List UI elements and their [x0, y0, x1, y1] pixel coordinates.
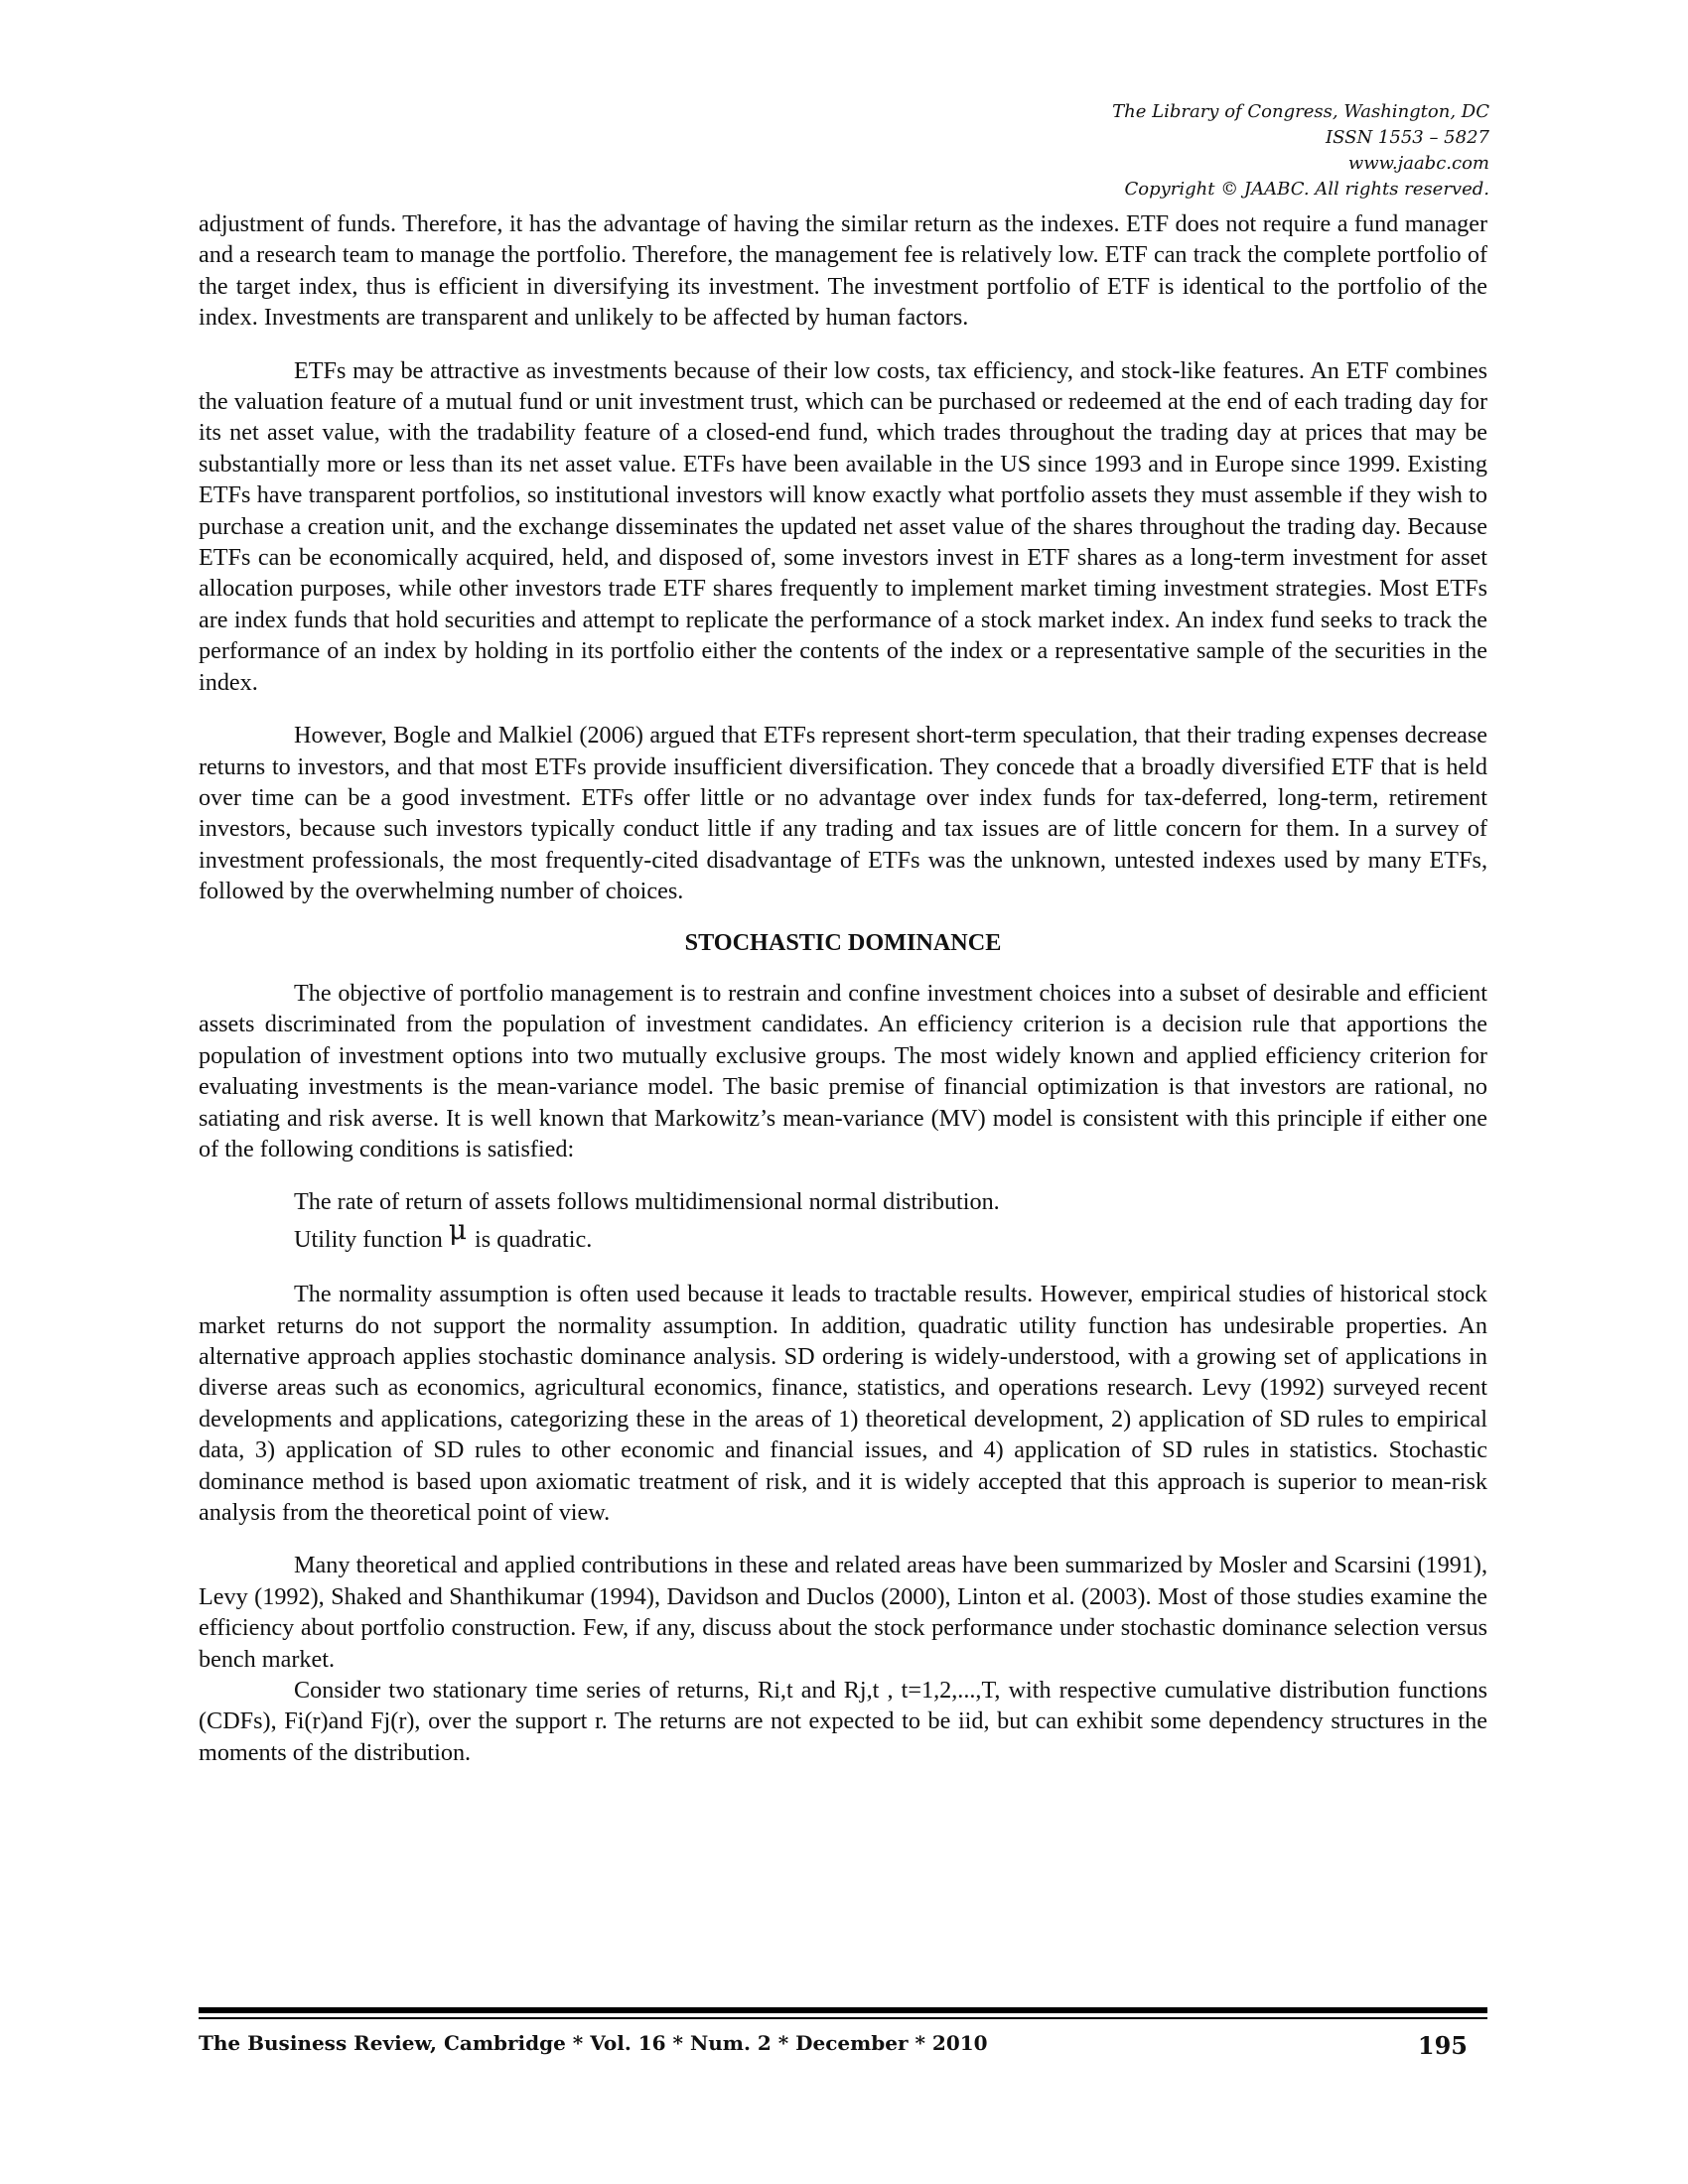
header-library-line: The Library of Congress, Washington, DC — [1112, 101, 1489, 122]
mu-symbol: μ — [448, 1212, 468, 1246]
paragraph-bogle-malkiel: However, Bogle and Malkiel (2006) argued that ETFs represent short-term speculation, that their trading expenses decrease returns to investors, and that most ETFs provide insufficient diversification. They concede that a broadly diversified ETF that is held over time can be a good investment. ETFs offer little or no advantage over index funds for tax-deferred, long-term, retirement investors, because such investors typically conduct little if any trading and tax issues are of little concern for them. In a survey of investment professionals, the most frequently-cited disadvantage of ETFs was the unknown, untested indexes used by many ETFs, followed by the overwhelming number of choices. — [199, 722, 1487, 905]
condition-quadratic-post: is quadratic. — [475, 1225, 593, 1253]
journal-footer — [199, 2031, 1468, 2060]
header-website-line: www.jaabc.com — [1347, 153, 1489, 174]
footer-rule-thin — [199, 2017, 1487, 2019]
header-copyright-line: Copyright © JAABC. All rights reserved. — [1124, 179, 1489, 200]
condition-quadratic-utility — [294, 1212, 1487, 1255]
footer-journal-info: The Business Review, Cambridge * Vol. 16 * Num. 2 * December * 2010 — [199, 2031, 988, 2055]
journal-header — [1112, 99, 1489, 203]
paragraph-contributions: Many theoretical and applied contributions in these and related areas have been summarized by Mosler and Scarsini (1991), Levy (1992), Shaked and Shanthikumar (1994), Davidson and Duclos (2000), Linton et al. (2003). Most of those studies examine the efficiency about portfolio construction. Few, if any, discuss about the stock performance under stochastic dominance selection versus bench market. — [199, 1552, 1487, 1673]
article-body — [199, 208, 1487, 1790]
footer-rule-thick — [199, 2007, 1487, 2013]
paragraph-normality-assumption: The normality assumption is often used because it leads to tractable results. However, empirical studies of historical stock market returns do not support the normality assumption. In addition, quadratic utility function has undesirable properties. An alternative approach applies stochastic dominance analysis. SD ordering is widely-understood, with a growing set of applications in diverse areas such as economics, agricultural economics, finance, statistics, and operations research. Levy (1992) surveyed recent developments and applications, categorizing these in the areas of 1) theoretical development, 2) application of SD rules to empirical data, 3) application of SD rules to other economic and financial issues, and 4) application of SD rules in statistics. Stochastic dominance method is based upon axiomatic treatment of risk, and it is widely accepted that this approach is superior to mean-risk analysis from the theoretical point of view. — [199, 1281, 1487, 1527]
paragraph-etf-features: ETFs may be attractive as investments because of their low costs, tax efficiency, and stock-like features. An ETF combines the valuation feature of a mutual fund or unit investment trust, which can be purchased or redeemed at the end of each trading day for its net asset value, with the tradability feature of a closed-end fund, which trades throughout the trading day at prices that may be substantially more or less than its net asset value. ETFs have been available in the US since 1993 and in Europe since 1999. Existing ETFs have transparent portfolios, so institutional investors will know exactly what portfolio assets they must assemble if they wish to purchase a creation unit, and the exchange disseminates the updated net asset value of the shares throughout the trading day. Because ETFs can be economically acquired, held, and disposed of, some investors invest in ETF shares as a long-term investment for asset allocation purposes, while other investors trade ETF shares frequently to implement market timing investment strategies. Most ETFs are index funds that hold securities and attempt to replicate the performance of a stock market index. An index fund seeks to track the performance of an index by holding in its portfolio either the contents of the index or a representative sample of the securities in the index. — [199, 356, 1487, 696]
header-issn-line: ISSN 1553 – 5827 — [1326, 127, 1489, 148]
section-heading: STOCHASTIC DOMINANCE — [684, 928, 1002, 956]
page-number: 195 — [1417, 2031, 1468, 2060]
paragraph-portfolio-objective: The objective of portfolio management is to restrain and confine investment choices into a subset of desirable and efficient assets discriminated from the population of investment candidates. An efficiency criterion is a decision rule that apportions the population of investment options into two mutually exclusive groups. The most widely known and applied efficiency criterion for evaluating investments is the mean-variance model. The basic premise of financial optimization is that investors are rational, no satiating and risk averse. It is well known that Markowitz’s mean-variance (MV) model is consistent with this principle if either one of the following conditions is satisfied: — [199, 979, 1487, 1162]
paragraph-time-series: Consider two stationary time series of returns, Ri,t and Rj,t , t=1,2,...,T, with respective cumulative distribution functions (CDFs), Fi(r)and Fj(r), over the support r. The returns are not expected to be iid, but can exhibit some dependency structures in the moments of the distribution. — [199, 1677, 1487, 1766]
condition-quadratic-pre: Utility function — [294, 1225, 443, 1253]
condition-normal-distribution: The rate of return of assets follows multidimensional normal distribution. — [294, 1188, 1000, 1216]
paragraph-etf-advantages: adjustment of funds. Therefore, it has the advantage of having the similar return as the indexes. ETF does not require a fund manager and a research team to manage the portfolio. Therefore, the management fee is relatively low. ETF can track the complete portfolio of the target index, thus is efficient in diversifying its investment. The investment portfolio of ETF is identical to the portfolio of the index. Investments are transparent and unlikely to be affected by human factors. — [199, 210, 1487, 332]
